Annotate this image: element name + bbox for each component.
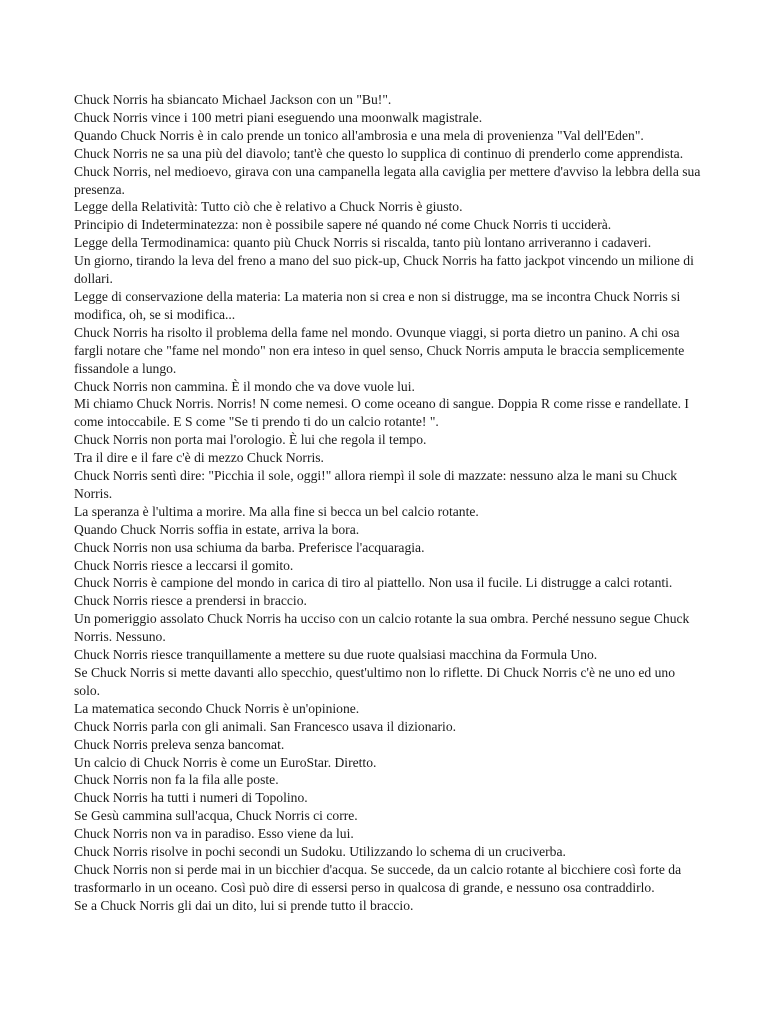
- text-line: Legge di conservazione della materia: La materia non si crea e non si distrugge, ma se incontra Chuck Norris si modifica, oh, se si modifica...: [74, 288, 681, 322]
- text-line: Chuck Norris non si perde mai in un bicchier d'acqua. Se succede, da un calcio rotante al bicchiere così forte da trasformarlo in un oceano. Così può dire di essersi perso in qualcosa di grande, e nessuno osa contraddirlo.: [74, 861, 682, 895]
- text-line: Quando Chuck Norris soffia in estate, arriva la bora.: [74, 521, 360, 537]
- text-line: Chuck Norris riesce tranquillamente a mettere su due ruote qualsiasi macchina da Formula Uno.: [74, 647, 598, 663]
- text-line: Chuck Norris vince i 100 metri piani eseguendo una moonwalk magistrale.: [74, 109, 483, 125]
- text-line: Chuck Norris risolve in pochi secondi un Sudoku. Utilizzando lo schema di un cruciverba.: [74, 844, 566, 860]
- text-line: Chuck Norris è campione del mondo in carica di tiro al piattello. Non usa il fucile. Li distrugge a calci rotanti.: [74, 575, 673, 591]
- text-line: Chuck Norris non fa la fila alle poste.: [74, 772, 279, 788]
- text-line: Chuck Norris preleva senza bancomat.: [74, 736, 285, 752]
- text-line: Un pomeriggio assolato Chuck Norris ha ucciso con un calcio rotante la sua ombra. Perché nessuno segue Chuck Norris. Nessuno.: [74, 611, 690, 645]
- text-line: La matematica secondo Chuck Norris è un'opinione.: [74, 700, 360, 716]
- document-text: [74, 91, 702, 915]
- text-line: Chuck Norris riesce a prendersi in braccio.: [74, 593, 307, 609]
- text-line: Chuck Norris ha tutti i numeri di Topolino.: [74, 790, 308, 806]
- text-line: Un giorno, tirando la leva del freno a mano del suo pick-up, Chuck Norris ha fatto jackpot vincendo un milione di dollari.: [74, 253, 694, 287]
- text-line: Se Chuck Norris si mette davanti allo specchio, quest'ultimo non lo riflette. Di Chuck Norris c'è ne uno ed uno solo.: [74, 665, 676, 698]
- text-line: Quando Chuck Norris è in calo prende un tonico all'ambrosia e una mela di provenienza "Val dell'Eden".: [74, 127, 644, 143]
- text-line: La speranza è l'ultima a morire. Ma alla fine si becca un bel calcio rotante.: [74, 503, 479, 519]
- text-line: Chuck Norris non cammina. È il mondo che va dove vuole lui.: [74, 378, 415, 394]
- text-line: Chuck Norris non porta mai l'orologio. È lui che regola il tempo.: [74, 432, 427, 448]
- text-line: Chuck Norris non usa schiuma da barba. Preferisce l'acquaragia.: [74, 539, 425, 555]
- text-line: Principio di Indeterminatezza: non è possibile sapere né quando né come Chuck Norris ti ucciderà.: [74, 217, 612, 233]
- text-line: Tra il dire e il fare c'è di mezzo Chuck Norris.: [74, 450, 324, 466]
- text-line: Chuck Norris ne sa una più del diavolo; tant'è che questo lo supplica di continuo di prenderlo come apprendista.: [74, 145, 684, 161]
- text-line: Chuck Norris sentì dire: "Picchia il sole, oggi!" allora riempì il sole di mazzate: nessuno alza le mani su Chuck Norris.: [74, 468, 678, 501]
- text-line: Chuck Norris parla con gli animali. San Francesco usava il dizionario.: [74, 718, 457, 734]
- text-line: Legge della Relatività: Tutto ciò che è relativo a Chuck Norris è giusto.: [74, 199, 463, 215]
- text-line: Chuck Norris, nel medioevo, girava con una campanella legata alla caviglia per mettere d'avviso la lebbra della sua presenza.: [74, 163, 701, 197]
- text-line: Chuck Norris non va in paradiso. Esso viene da lui.: [74, 826, 354, 842]
- text-line: Chuck Norris riesce a leccarsi il gomito.: [74, 557, 294, 573]
- text-line: Se Gesù cammina sull'acqua, Chuck Norris ci corre.: [74, 808, 358, 824]
- text-line: Un calcio di Chuck Norris è come un EuroStar. Diretto.: [74, 754, 377, 770]
- text-line: Chuck Norris ha sbiancato Michael Jackson con un "Bu!".: [74, 92, 392, 107]
- text-line: Chuck Norris ha risolto il problema della fame nel mondo. Ovunque viaggi, si porta dietro un panino. A chi osa fargli notare che "fame nel mondo" non era inteso in quel senso, Chuck Norris amputa le braccia semplicemente fissandole a lungo.: [74, 324, 685, 376]
- text-line: Legge della Termodinamica: quanto più Chuck Norris si riscalda, tanto più lontano arriveranno i cadaveri.: [74, 235, 652, 251]
- text-line: Se a Chuck Norris gli dai un dito, lui si prende tutto il braccio.: [74, 897, 414, 913]
- text-line: Mi chiamo Chuck Norris. Norris! N come nemesi. O come oceano di sangue. Doppia R come risse e randellate. I come intoccabile. E S come "Se ti prendo ti do un calcio rotante! ".: [74, 396, 689, 430]
